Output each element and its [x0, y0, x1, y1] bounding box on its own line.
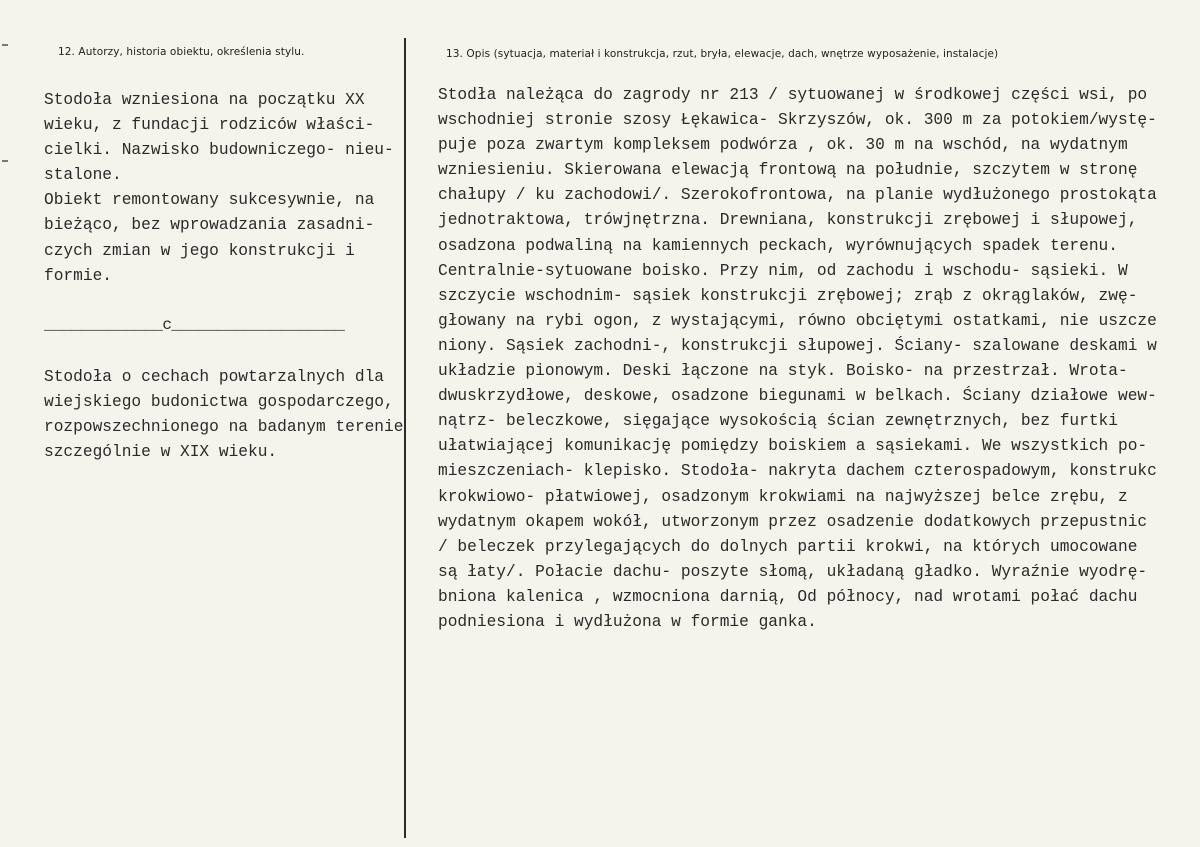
description-line: wschodniej stronie szosy Łękawica- Skrzyszów, ok. 300 m za potokiem/wystę- — [438, 111, 1157, 130]
description-line: szczycie wschodnim- sąsiek konstrukcji zrębowej; zrąb z okrąglaków, zwę- — [438, 286, 1138, 305]
history-line: wieku, z fundacji rodziców właści- — [44, 116, 375, 135]
description-line: puje poza zwartym kompleksem podwórza , ok. 30 m na wschód, na wydatnym — [438, 136, 1128, 155]
column-divider — [404, 38, 406, 838]
history-paragraph — [44, 91, 394, 292]
history-line: stalone. — [44, 166, 122, 185]
description-paragraph — [438, 86, 1157, 638]
description-line: Centralnie-sytuowane boisko. Przy nim, od zachodu i wschodu- sąsieki. W — [438, 261, 1128, 280]
description-line: Stodła należąca do zagrody nr 213 / sytuowanej w środkowej części wsi, po — [438, 86, 1148, 104]
description-line: mieszczeniach- klepisko. Stodoła- nakryta dachem czterospadowym, konstrukc — [438, 462, 1157, 481]
separator-line: _____________c___________________ — [44, 316, 345, 334]
description-line: jednotraktowa, trówjnętrzna. Drewniana, konstrukcji zrębowej i słupowej, — [438, 211, 1138, 230]
description-line: nątrz- beleczkowe, sięgające wysokością ścian zewnętrznych, bez furtki — [438, 412, 1118, 431]
history-line: czych zmian w jego konstrukcji i — [44, 241, 355, 260]
description-line: ułatwiającej komunikację pomiędzy boiskiem a sąsiekami. We wszystkich po- — [438, 437, 1148, 456]
description-line: chałupy / ku zachodowi/. Szerokofrontowa, na planie wydłużonego prostokąta — [438, 186, 1157, 205]
margin-mark — [2, 44, 8, 46]
style-line: Stodoła o cechach powtarzalnych dla — [44, 368, 384, 386]
section-13-header: 13. Opis (sytuacja, materiał i konstrukcja, rzut, bryła, elewacje, dach, wnętrze wyposażenie, instalacje) — [446, 48, 999, 60]
style-paragraph — [44, 368, 403, 468]
description-line: bniona kalenica , wzmocniona darnią, Od północy, nad wrotami połać dachu — [438, 587, 1138, 606]
margin-mark — [2, 160, 8, 162]
description-line: układzie pionowym. Deski łączone na styk. Boisko- na przestrzał. Wrota- — [438, 362, 1128, 381]
section-12-header: 12. Autorzy, historia obiektu, określenia stylu. — [58, 46, 305, 58]
description-line: dwuskrzydłowe, deskowe, osadzone biegunami w belkach. Ściany działowe wew- — [438, 387, 1157, 406]
style-line: rozpowszechnionego na badanym terenie — [44, 418, 404, 437]
description-line: są łaty/. Połacie dachu- poszyte słomą, układaną gładko. Wyraźnie wyodrę- — [438, 562, 1148, 581]
history-line: cielki. Nazwisko budowniczego- nieu- — [44, 141, 394, 160]
history-line: Obiekt remontowany sukcesywnie, na — [44, 191, 375, 210]
style-line: szczególnie w XIX wieku. — [44, 443, 278, 462]
description-line: osadzona podwaliną na kamiennych peckach, wyrównujących spadek terenu. — [438, 236, 1118, 255]
description-line: wydatnym okapem wokół, utworzonym przez osadzenie dodatkowych przepustnic — [438, 512, 1148, 531]
description-line: niony. Sąsiek zachodni-, konstrukcji słupowej. Ściany- szalowane deskami w — [438, 336, 1157, 355]
history-line: Stodoła wzniesiona na początku XX — [44, 91, 365, 109]
description-line: podniesiona i wydłużona w formie ganka. — [438, 612, 817, 631]
history-line: bieżąco, bez wprowadzania zasadni- — [44, 216, 375, 235]
description-line: / beleczek przylegających do dolnych partii krokwi, na których umocowane — [438, 537, 1138, 556]
style-line: wiejskiego budonictwa gospodarczego, — [44, 393, 394, 412]
description-line: głowany na rybi ogon, z wystającymi, równo obciętymi ostatkami, nie uszcze — [438, 311, 1157, 330]
description-line: wzniesieniu. Skierowana elewacją frontową na południe, szczytem w stronę — [438, 161, 1138, 180]
description-line: krokwiowo- płatwiowej, osadzonym krokwiami na najwyższej belce zrębu, z — [438, 487, 1128, 506]
history-line: formie. — [44, 266, 112, 285]
